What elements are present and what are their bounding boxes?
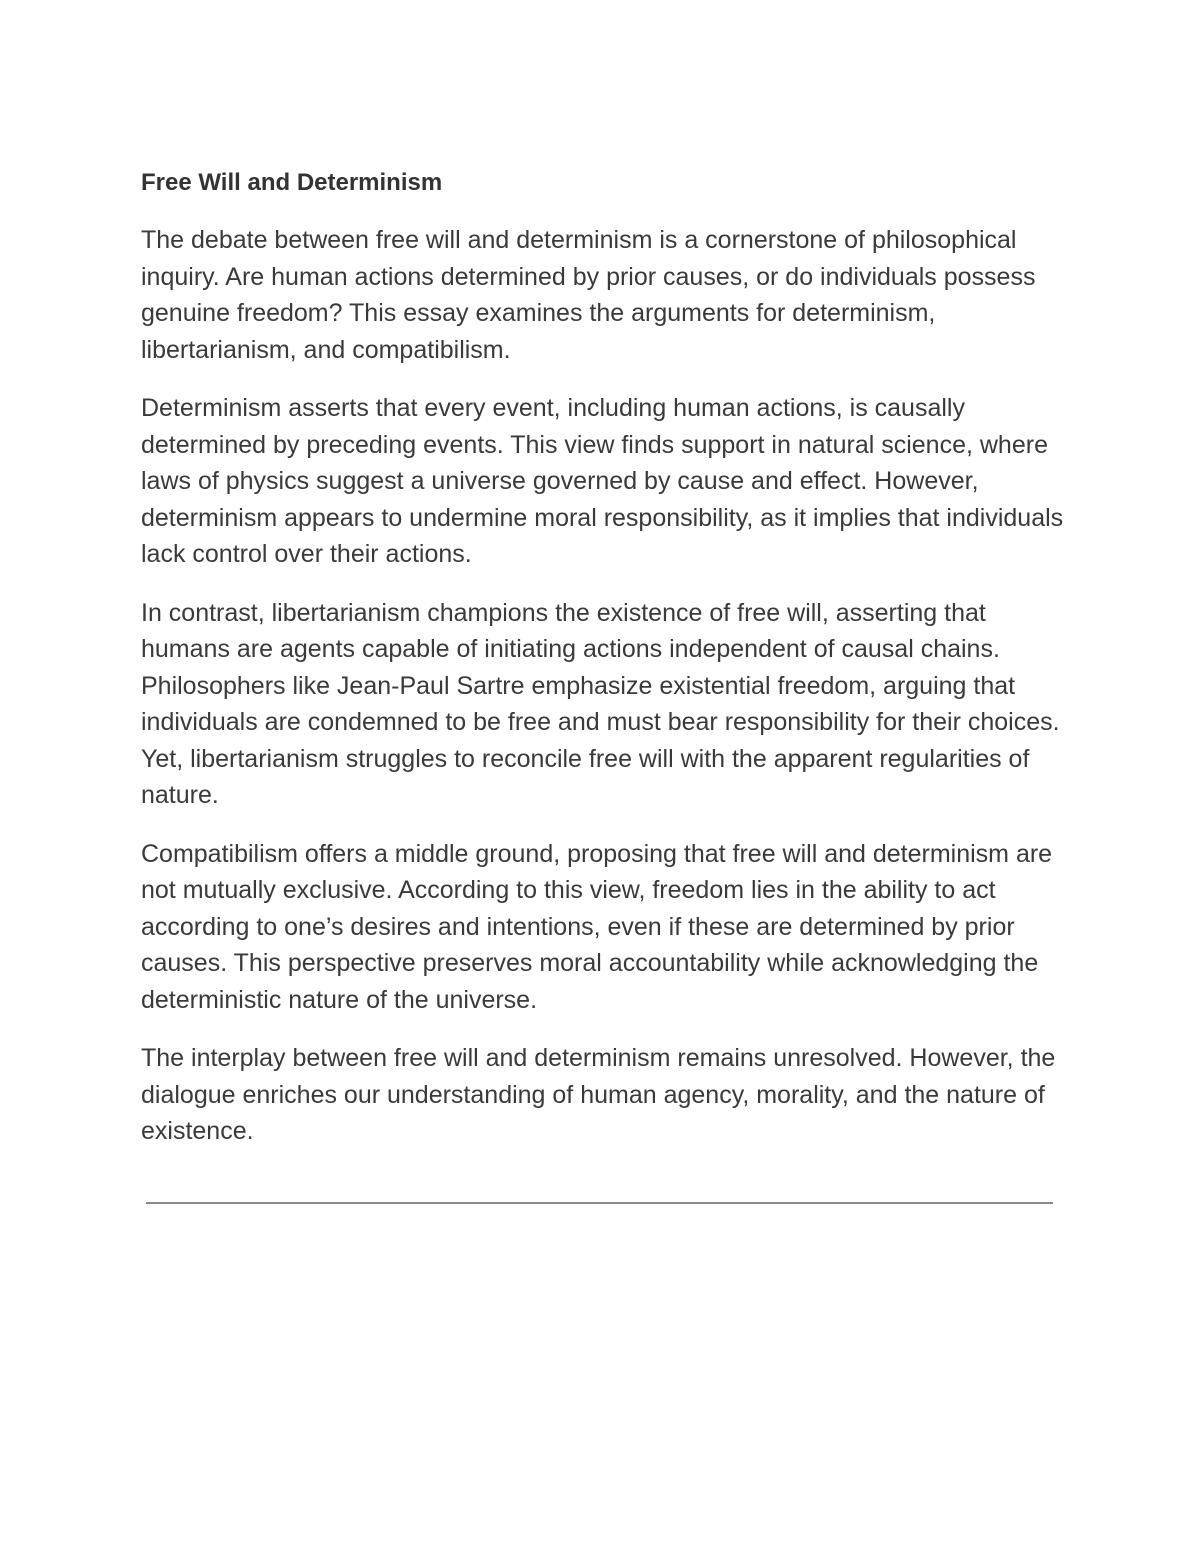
paragraph-conclusion: The interplay between free will and determinism remains unresolved. However, the dialogue enriches our understanding of human agency, morality, and the nature of existence. xyxy=(141,1044,1056,1145)
document-body xyxy=(141,166,1066,1172)
paragraph-determinism: Determinism asserts that every event, including human actions, is causally determined by preceding events. This view finds support in natural science, where laws of physics suggest a universe governed by cause and effect. However, determinism appears to undermine moral responsibility, as it implies that individuals lack control over their actions. xyxy=(141,394,1064,568)
paragraph-compatibilism: Compatibilism offers a middle ground, proposing that free will and determinism are not mutually exclusive. According to this view, freedom lies in the ability to act according to one’s desires and intentions, even if these are determined by prior causes. This perspective preserves moral accountability while acknowledging the deterministic nature of the universe. xyxy=(141,839,1053,1014)
paragraph-libertarianism: In contrast, libertarianism champions the existence of free will, asserting that humans are agents capable of initiating actions independent of causal chains. Philosophers like Jean-Paul Sartre emphasize existential freedom, arguing that individuals are condemned to be free and must bear responsibility for their choices. Yet, libertarianism struggles to reconcile free will with the apparent regularities of nature. xyxy=(141,598,1060,809)
document-title: Free Will and Determinism xyxy=(141,169,443,196)
horizontal-divider xyxy=(146,1202,1053,1204)
paragraph-intro: The debate between free will and determinism is a cornerstone of philosophical inquiry. Are human actions determined by prior causes, or do individuals possess genuine freedom? This essay examines the arguments for determinism, libertarianism, and compatibilism. xyxy=(141,226,1036,364)
